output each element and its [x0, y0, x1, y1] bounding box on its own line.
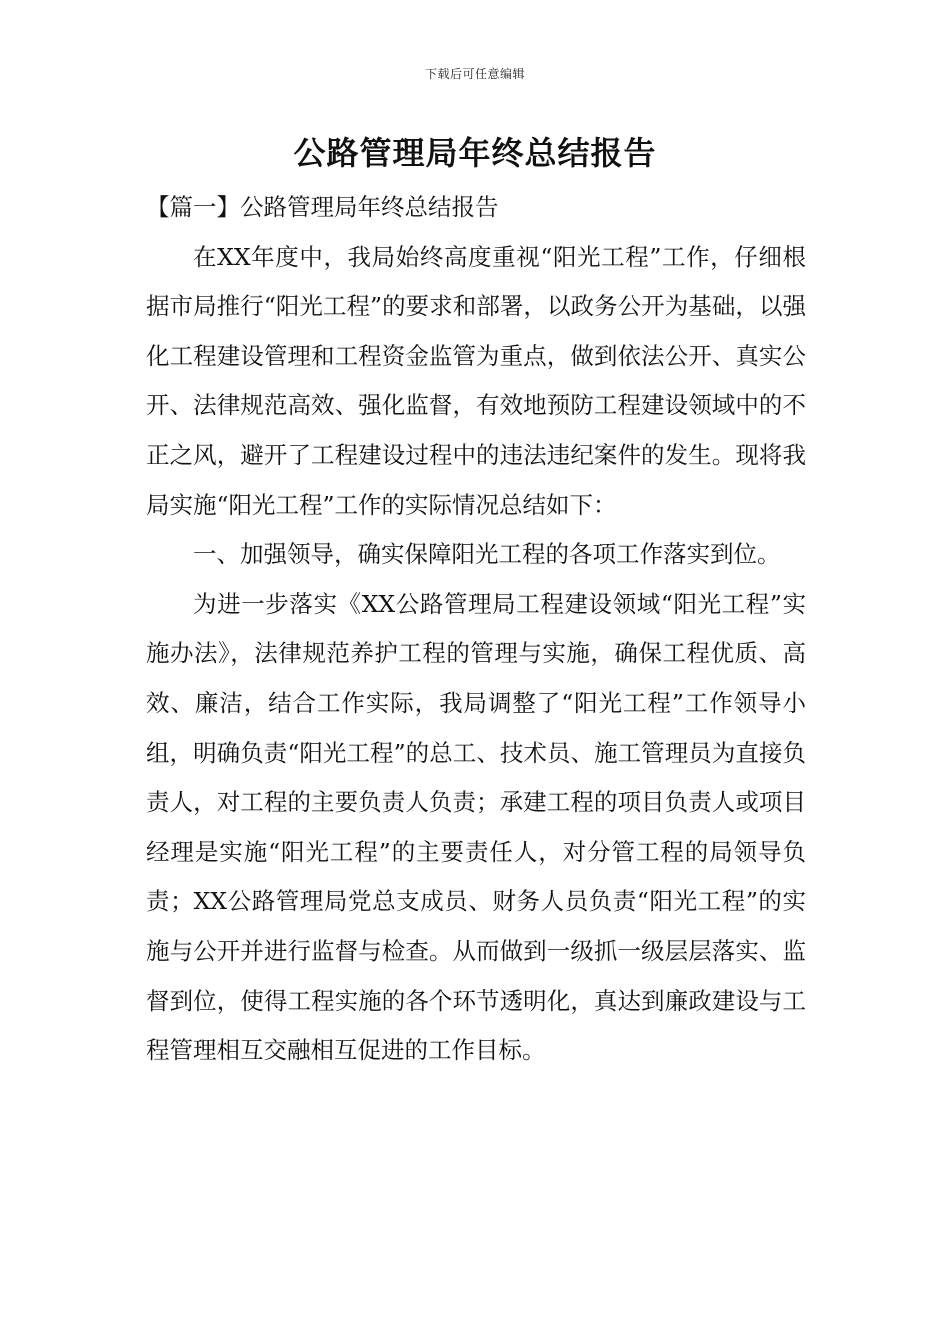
paragraph-point-one-body: 为进一步落实《XX公路管理局工程建设领域“阳光工程”实施办法》，法律规范养护工程的管理与实施，确保工程优质、高效、廉洁，结合工作实际，我局调整了“阳光工程”工作领导小组，明确负责“阳光工程”的总工、技术员、施工管理员为直接负责人，对工程的主要负责人负责；承建工程的项目负责人或项目经理是实施“阳光工程”的主要责任人，对分管工程的局领导负责；XX公路管理局党总支成员、财务人员负责“阳光工程”的实施与公开并进行监督与检查。从而做到一级抓一级层层落实、监督到位，使得工程实施的各个环节透明化，真达到廉政建设与工程管理相互交融相互促进的工作目标。: [146, 589, 806, 1065]
paragraph-point-one-heading: 一、加强领导，确实保障阳光工程的各项工作落实到位。: [193, 540, 781, 569]
document-title: 公路管理局年终总结报告: [293, 134, 657, 172]
page-header-note: 下载后可任意编辑: [424, 67, 525, 81]
paragraph-intro: 在XX年度中，我局始终高度重视“阳光工程”工作，仔细根据市局推行“阳光工程”的要求和部署，以政务公开为基础，以强化工程建设管理和工程资金监管为重点，做到依法公开、真实公开、法律规范高效、强化监督，有效地预防工程建设领域中的不正之风，避开了工程建设过程中的违法违纪案件的发生。现将我局实施“阳光工程”工作的实际情况总结如下：: [146, 242, 806, 519]
section-heading: 【篇一】公路管理局年终总结报告: [146, 193, 499, 221]
document-body: [146, 183, 806, 1076]
